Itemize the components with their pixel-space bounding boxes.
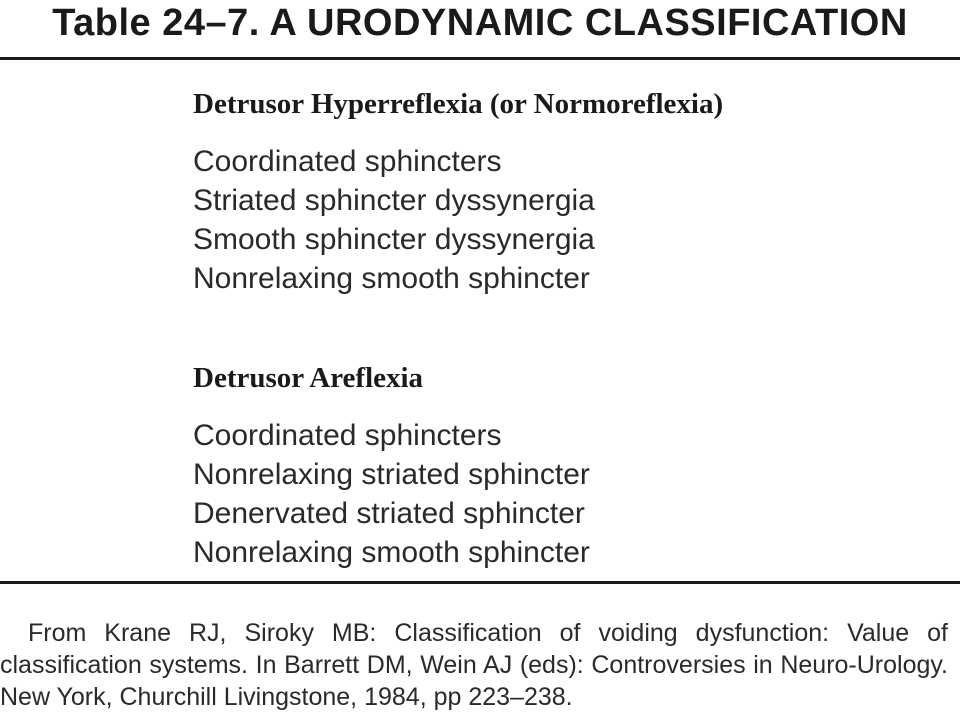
section-detrusor-hyperreflexia	[193, 86, 913, 298]
list-item: Denervated striated sphincter	[193, 497, 585, 530]
list-item: Nonrelaxing striated sphincter	[193, 458, 590, 491]
list-item: Coordinated sphincters	[193, 145, 502, 178]
list-item: Coordinated sphincters	[193, 419, 502, 452]
top-rule	[0, 57, 960, 60]
bottom-rule	[0, 581, 960, 584]
section-detrusor-areflexia	[193, 360, 913, 572]
list-item: Smooth sphincter dyssynergia	[193, 223, 595, 256]
source-footnote: From Krane RJ, Siroky MB: Classification of voiding dysfunction: Value of classification systems. In Barrett DM, Wein AJ (eds): Controversies in Neuro-Urology. New York, Churchill Livingstone, 1984, pp 223–238.	[0, 619, 948, 711]
table-title: Table 24–7. A URODYNAMIC CLASSIFICATION	[52, 2, 908, 44]
classification-list	[193, 142, 913, 298]
section-heading: Detrusor Hyperreflexia (or Normoreflexia)	[193, 88, 724, 120]
list-item: Striated sphincter dyssynergia	[193, 184, 595, 217]
list-item: Nonrelaxing smooth sphincter	[193, 536, 590, 569]
section-heading: Detrusor Areflexia	[193, 362, 424, 394]
list-item: Nonrelaxing smooth sphincter	[193, 262, 590, 295]
classification-list	[193, 416, 913, 572]
